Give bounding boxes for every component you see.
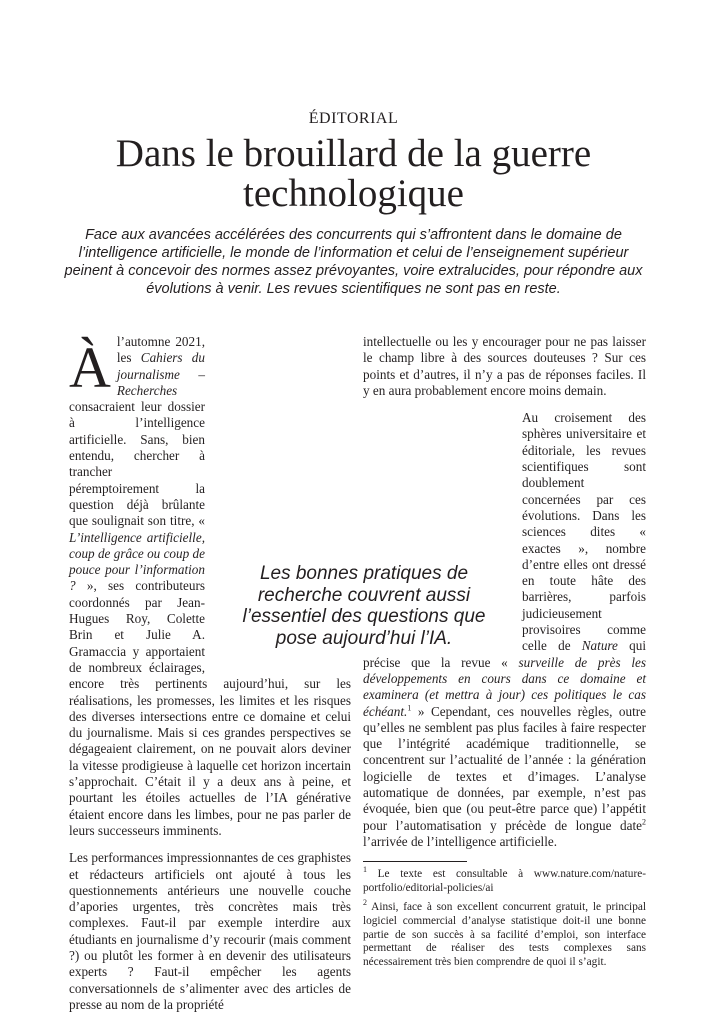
page-title: Dans le brouillard de la guerre technologique <box>115 132 592 215</box>
paragraph: intellectuelle ou les y encourager pour ne pas laisser le champ libre à des sources douteuses ? Sur ces points et d’autres, il n’y a pas de réponses faciles. Il y en aura probablement encore moins demain. <box>363 334 646 398</box>
footnote-number: 2 <box>363 898 367 908</box>
right-column <box>363 334 646 975</box>
text-run: » Cependant, ces nouvelles règles, outre qu’elles ne semblent pas plus faciles à faire respecter que l’intégrité académique traditionnelle, se concentrent sur l’actualité de l’année : la génération logicielle de textes et d’images. L’analyse automatique de données, par exemple, n’est pas évoquée, bien que (ou peut-être parce que) l’appétit pour l’automatisation y précède de longue date <box>363 703 646 833</box>
footnote <box>363 865 646 895</box>
quotation: surveille de près les développements en cours dans ce domaine et examinera (et mettra à jour) ces politiques le cas échéant. <box>363 654 646 719</box>
text-run: consacraient leur dossier à l’intelligence artificielle. Sans, bien entendu, chercher à trancher péremptoirement la question déjà brûlante que soulignait son titre, « <box>69 399 205 529</box>
footnote-ref: 2 <box>642 817 646 827</box>
footnote-divider <box>363 861 467 862</box>
journal-name: Nature <box>581 638 618 654</box>
text-run: l’arrivée de l’intelligence artificielle. <box>363 833 558 849</box>
text-run: Au croisement des sphères universitaire et éditoriale, les revues scientifiques sont doublement concernées par ces évolutions. Dans les sciences dites « exactes », nombre d’entre elles ont dressé en toute hâte des barrières, parfois judicieusement provisoires comme celle de <box>522 410 646 654</box>
footnote <box>363 898 646 969</box>
journal-title: Cahiers du journalisme – Recherches <box>116 350 205 398</box>
lede-paragraph: Face aux avancées accélérées des concurrents qui s’affrontent dans le domaine de l’intelligence artificielle, le monde de l’information et celui de l’enseignement supérieur peinent à concevoir des normes assez prévoyantes, voire extralucides, pour répondre aux évolutions à venir. Les revues scientifiques ne sont pas en reste. <box>64 227 643 297</box>
footnote-ref: 1 <box>407 703 412 713</box>
pull-quote-gap <box>363 524 518 649</box>
quoted-title: L’intelligence artificielle, coup de grâce ou coup de pouce pour l’information ? <box>69 529 205 594</box>
paragraph: Les performances impressionnantes de ces graphistes et rédacteurs artificiels ont ajouté à tous les questionnements antérieurs une nouvelle couche d’apories urgentes, très concrètes mais très complexes. Faut-il par exemple interdire aux étudiants en journalisme d’y recourir (mais comment ?) ou plutôt les former à en devenir des utilisateurs experts ? Faut-il empêcher les agents conversationnels de s’alimenter avec des articles de presse au nom de la propriété <box>69 850 351 1012</box>
pull-quote: Les bonnes pratiques de recherche couvrent aussi l’essentiel des questions que pose aujourd’hui l’IA. <box>242 563 486 649</box>
footnote-number: 1 <box>363 865 367 875</box>
paragraph <box>363 410 646 850</box>
drop-cap: À <box>69 335 111 400</box>
text-run: qui précise que la revue « <box>363 638 646 670</box>
left-column <box>69 334 351 1024</box>
text-run: », ses contributeurs coordonnés par Jean-Hugues Roy, Colette Brin et Julie A. Gramaccia y apportaient de nombreux éclairages, encore très pertinents aujourd’hui, sur les réalisations, les promesses, les limites et les risques des diverses intersections entre ce domaine et celui du journalisme. Mais si ces grandes perspectives se dégageaient clairement, on ne pouvait alors deviner la vitesse prodigieuse à laquelle cet horizon incertain s’approchait. C’était il y a deux ans à peine, et pourtant les étoiles actuelles de l’IA générative étaient encore dans les limbes, pour ne pas parler de leurs successeurs imminents. <box>69 578 351 838</box>
section-label: ÉDITORIAL <box>308 110 399 127</box>
footnote-text: Ainsi, face à son excellent concurrent gratuit, le principal logiciel commercial d’analyse statistique doit-il une bonne partie de son succès à sa facilité d’emploi, son interface permettant de réaliser des tests complexes sans nécessairement très bien comprendre de quoi il s’agit. <box>363 901 646 968</box>
footnote-text: Le texte est consultable à www.nature.com/nature-portfolio/editorial-policies/ai <box>363 868 646 894</box>
text-run: l’automne 2021, les <box>116 334 205 366</box>
